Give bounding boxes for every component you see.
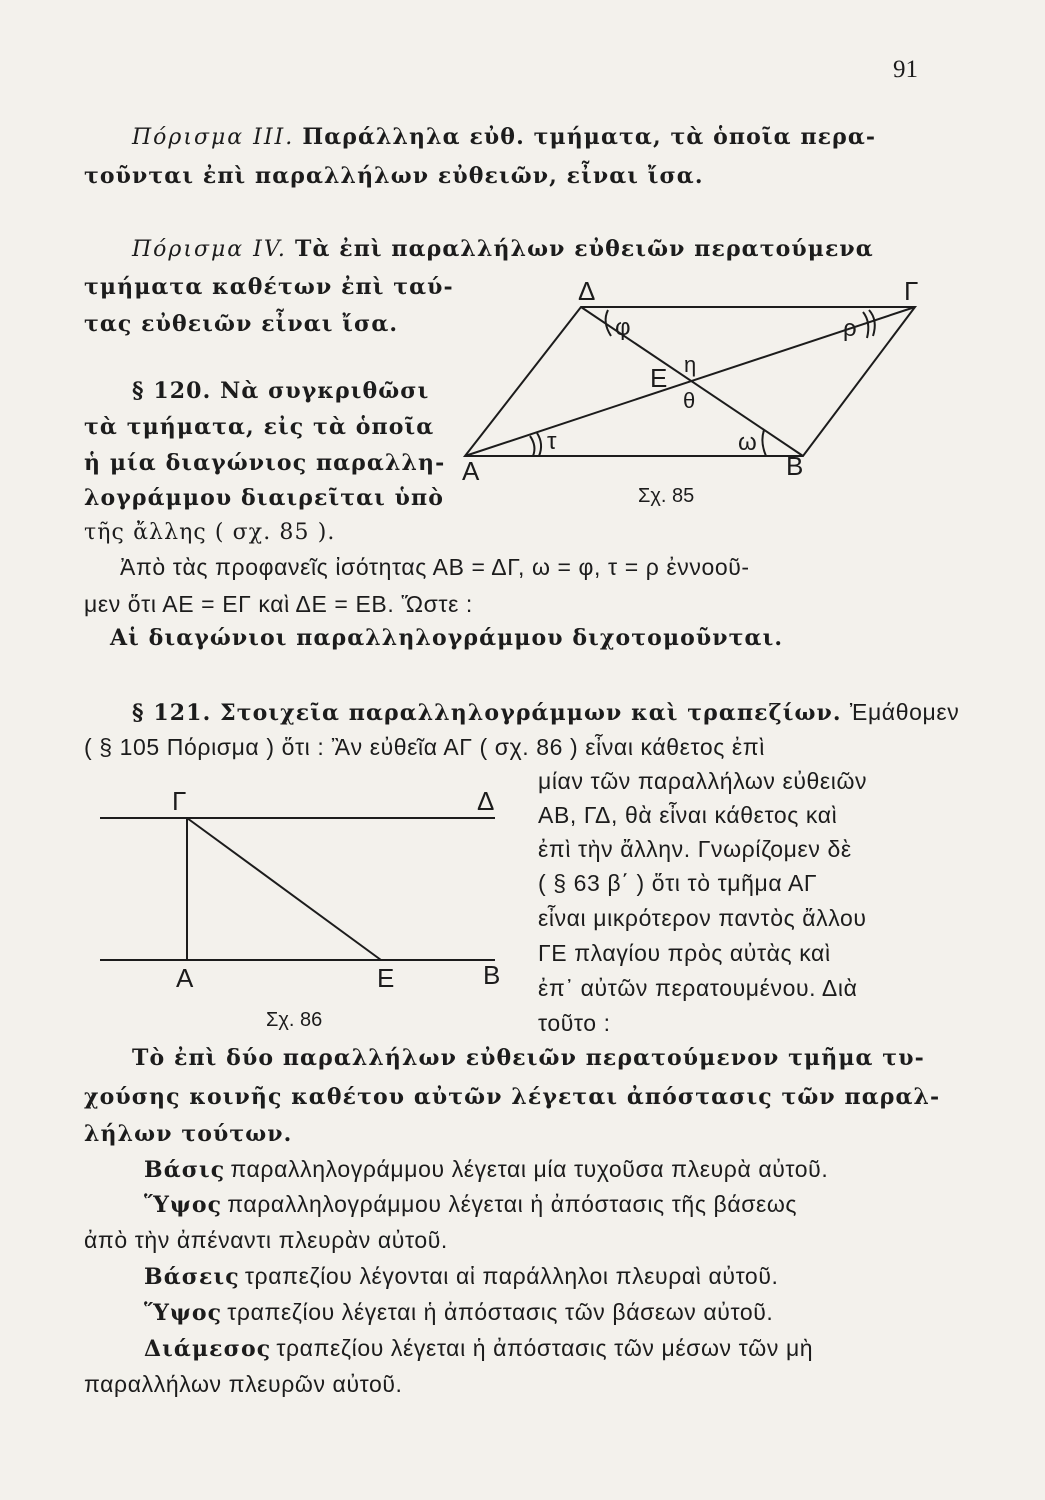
section-121-right-line-8: τοῦτο : bbox=[538, 1010, 611, 1036]
def-basis bbox=[144, 1156, 828, 1183]
fig85-label-tau: τ bbox=[547, 428, 557, 455]
porisma-4-line-2: τμήματα καθέτων ἐπὶ ταύ- bbox=[84, 274, 454, 300]
angle-phi-mark bbox=[606, 310, 611, 336]
section-120-line-2: τὰ τμήματα, εἰς τὰ ὁποῖα bbox=[84, 414, 435, 440]
section-121-right-line-2: ΑΒ, ΓΔ, θὰ εἶναι κάθετος καὶ bbox=[538, 802, 838, 828]
angle-tau-mark bbox=[530, 433, 541, 456]
section-121-right-line-1: μίαν τῶν παραλλήλων εὐθειῶν bbox=[538, 768, 868, 794]
fig85-label-b: Β bbox=[786, 451, 804, 481]
figure-85 bbox=[440, 270, 940, 510]
section-120-line-5: τῆς ἄλλης ( σχ. 85 ). bbox=[84, 520, 336, 545]
fig85-label-d: Δ bbox=[578, 276, 596, 306]
definition-line-3: λήλων τούτων. bbox=[84, 1121, 293, 1147]
section-121-heading: § 121. Στοιχεῖα παραλληλογράμμων καὶ τραπεζίων. bbox=[132, 700, 842, 726]
fig85-label-rho: ρ bbox=[843, 315, 857, 342]
section-120-line-7: μεν ὅτι ΑΕ = ΕΓ καὶ ΔΕ = ΕΒ. Ὥστε : bbox=[84, 591, 473, 617]
fig86-label-d: Δ bbox=[477, 786, 495, 816]
figure-86 bbox=[90, 780, 510, 1040]
section-120-line-6: Ἀπὸ τὰς προφανεῖς ἰσότητας ΑΒ = ΔΓ, ω = φ, τ = ρ ἐννοοῦ- bbox=[120, 554, 750, 580]
fig86-label-a: Α bbox=[176, 963, 194, 993]
definition-line-1: Τὸ ἐπὶ δύο παραλλήλων εὐθειῶν περατούμενον τμῆμα τυ- bbox=[132, 1045, 925, 1071]
def-baseis-term: Βάσεις bbox=[144, 1264, 240, 1290]
fig86-label-e: Ε bbox=[377, 963, 395, 993]
section-120-line-3: ἡ μία διαγώνιος παραλλη- bbox=[84, 450, 446, 476]
fig85-label-g: Γ bbox=[904, 276, 919, 306]
porisma-3-text-1: Παράλληλα εὐθ. τμήματα, τὰ ὁποῖα περα- bbox=[302, 124, 877, 150]
section-120-theorem: Αἱ διαγώνιοι παραλληλογράμμου διχοτομοῦνται. bbox=[110, 625, 784, 651]
definition-line-2: χούσης κοινῆς καθέτου αὐτῶν λέγεται ἀπόστασις τῶν παραλ- bbox=[84, 1084, 941, 1110]
def-hypsos-term: Ὕψος bbox=[144, 1192, 223, 1218]
def-basis-term: Βάσις bbox=[144, 1157, 226, 1183]
section-120-heading: § 120. Νὰ συγκριθῶσι bbox=[132, 378, 430, 404]
def-hypsos2-text: τραπεζίου λέγεται ἡ ἀπόστασις τῶν βάσεων αὐτοῦ. bbox=[227, 1299, 774, 1325]
section-120-line-4: λογράμμου διαιρεῖται ὑπὸ bbox=[84, 485, 445, 511]
porisma-3-line-2: τοῦνται ἐπὶ παραλλήλων εὐθειῶν, εἶναι ἴσα. bbox=[84, 163, 704, 189]
porisma-4-text-1: Τὰ ἐπὶ παραλλήλων εὐθειῶν περατούμενα bbox=[294, 236, 874, 262]
fig85-label-omega: ω bbox=[738, 429, 757, 456]
def-diamesos bbox=[144, 1335, 813, 1362]
porisma-3-label: Πόρισμα ΙΙΙ. bbox=[132, 125, 295, 150]
section-121-right-line-7: ἐπ᾽ αὐτῶν περατουμένου. Διὰ bbox=[538, 975, 858, 1001]
def-hypsos2-term: Ὕψος bbox=[144, 1300, 223, 1326]
fig85-label-e: Ε bbox=[650, 363, 668, 393]
section-121-right-line-4: ( § 63 β΄ ) ὅτι τὸ τμῆμα ΑΓ bbox=[538, 870, 818, 896]
section-121-right-line-5: εἶναι μικρότερον παντὸς ἄλλου bbox=[538, 905, 867, 931]
def-hypsos bbox=[144, 1191, 797, 1218]
section-121-heading-rest: Ἐμάθομεν bbox=[849, 699, 960, 725]
fig85-label-phi: φ bbox=[615, 314, 631, 341]
def-diamesos-term: Διάμεσος bbox=[144, 1336, 272, 1362]
oblique-ge bbox=[187, 818, 381, 960]
section-121-right-line-3: ἐπὶ τὴν ἄλλην. Γνωρίζομεν δὲ bbox=[538, 836, 852, 862]
def-diamesos-text-2: παραλλήλων πλευρῶν αὐτοῦ. bbox=[84, 1371, 403, 1397]
section-121-line-1 bbox=[132, 699, 959, 726]
angle-omega-mark bbox=[762, 430, 766, 456]
section-121-right-line-6: ΓΕ πλαγίου πρὸς αὐτὰς καὶ bbox=[538, 940, 831, 966]
porisma-4-line-3: τας εὐθειῶν εἶναι ἴσα. bbox=[84, 311, 399, 337]
porisma-3-line-1 bbox=[132, 124, 876, 150]
def-baseis bbox=[144, 1263, 779, 1290]
def-hypsos-trapezium bbox=[144, 1299, 773, 1326]
fig86-label-b: Β bbox=[483, 960, 501, 990]
page-number: 91 bbox=[893, 56, 918, 83]
fig86-label-g: Γ bbox=[172, 786, 187, 816]
section-121-line-2: ( § 105 Πόρισμα ) ὅτι : Ἂν εὐθεῖα ΑΓ ( σχ. 86 ) εἶναι κάθετος ἐπὶ bbox=[84, 734, 765, 760]
def-hypsos-text: παραλληλογράμμου λέγεται ἡ ἀπόστασις τῆς βάσεως bbox=[227, 1191, 798, 1217]
def-basis-text: παραλληλογράμμου λέγεται μία τυχοῦσα πλευρὰ αὐτοῦ. bbox=[230, 1156, 829, 1182]
fig85-label-a: Α bbox=[462, 456, 480, 486]
fig85-caption: Σχ. 85 bbox=[638, 485, 695, 507]
porisma-4-line-1 bbox=[132, 236, 874, 262]
porisma-4-label: Πόρισμα ΙV. bbox=[132, 237, 287, 262]
def-diamesos-text: τραπεζίου λέγεται ἡ ἀπόστασις τῶν μέσων τῶν μὴ bbox=[276, 1335, 814, 1361]
fig85-label-theta: θ bbox=[683, 388, 696, 413]
def-hypsos-text-2: ἀπὸ τὴν ἀπέναντι πλευρὰν αὐτοῦ. bbox=[84, 1227, 448, 1253]
def-baseis-text: τραπεζίου λέγονται αἱ παράλληλοι πλευραὶ αὐτοῦ. bbox=[244, 1263, 779, 1289]
fig86-caption: Σχ. 86 bbox=[266, 1009, 323, 1031]
fig85-label-eta: η bbox=[684, 352, 697, 377]
